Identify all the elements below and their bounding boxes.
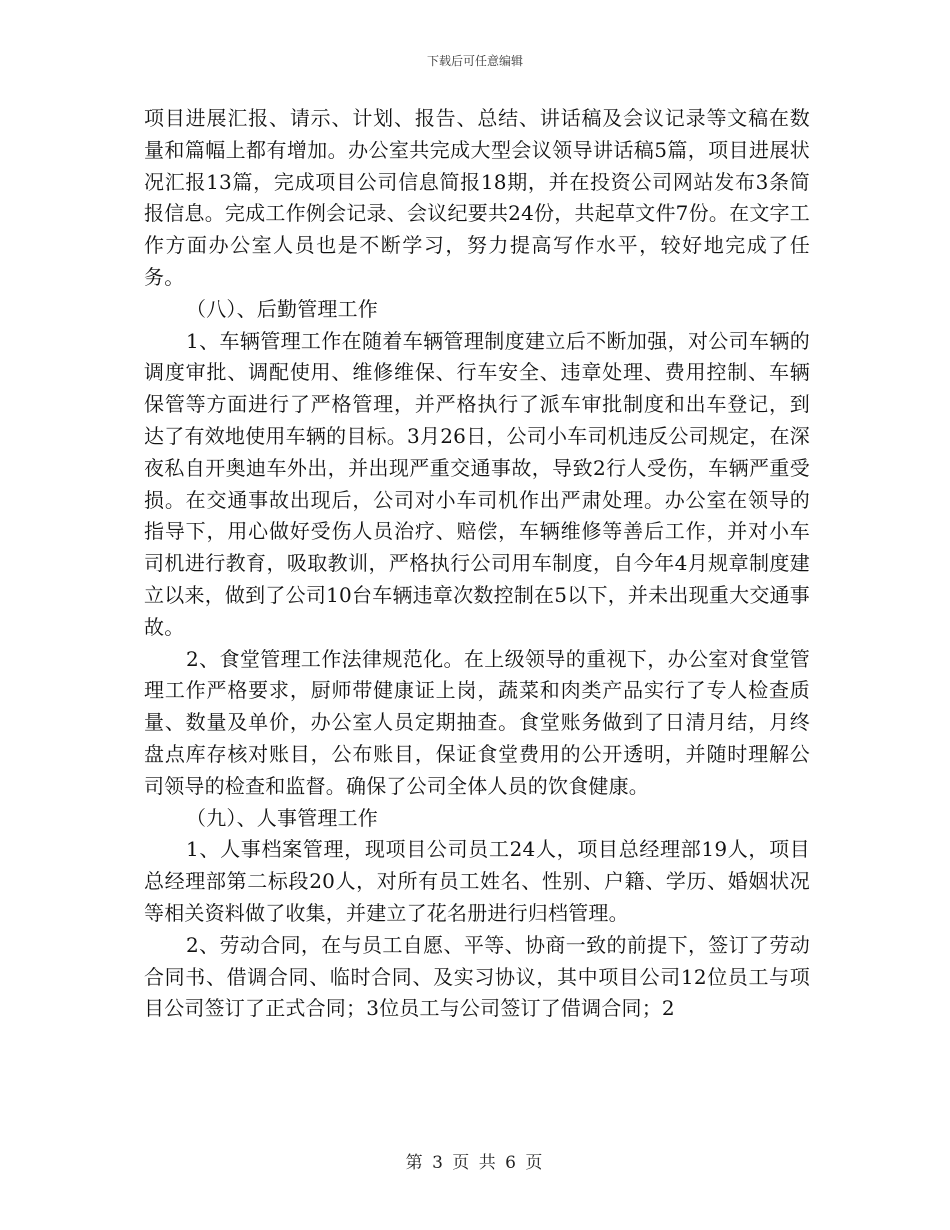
- page-header-note: 下载后可任意编辑: [426, 54, 523, 68]
- paragraph-labor-contracts: 2、劳动合同，在与员工自愿、平等、协商一致的前提下，签订了劳动合同书、借调合同、临时合同、及实习协议，其中项目公司12位员工与项目公司签订了正式合同；3位员工与公司签订了借调合同；2: [144, 932, 810, 1021]
- paragraph-vehicle-management: 1、车辆管理工作在随着车辆管理制度建立后不断加强，对公司车辆的调度审批、调配使用、维修维保、行车安全、违章处理、费用控制、车辆保管等方面进行了严格管理，并严格执行了派车审批制度和出车登记，到达了有效地使用车辆的目标。3月26日，公司小车司机违反公司规定，在深夜私自开奥迪车外出，并出现严重交通事故，导致2行人受伤，车辆严重受损。在交通事故出现后，公司对小车司机作出严肃处理。办公室在领导的指导下，用心做好受伤人员治疗、赔偿，车辆维修等善后工作，并对小车司机进行教育，吸取教训，严格执行公司用车制度，自今年4月规章制度建立以来，做到了公司10台车辆违章次数控制在5以下，并未出现重大交通事故。: [144, 328, 810, 639]
- paragraph-personnel-files: 1、人事档案管理，现项目公司员工24人，项目总经理部19人，项目总经理部第二标段20人，对所有员工姓名、性别、户籍、学历、婚姻状况等相关资料做了收集，并建立了花名册进行归档管理。: [144, 837, 810, 925]
- document-body: [144, 103, 810, 1025]
- paragraph-canteen-management: 2、食堂管理工作法律规范化。在上级领导的重视下，办公室对食堂管理工作严格要求，厨师带健康证上岗，蔬菜和肉类产品实行了专人检查质量、数量及单价，办公室人员定期抽查。食堂账务做到了日清月结，月终盘点库存核对账目，公布账目，保证食堂费用的公开透明，并随时理解公司领导的检查和监督。确保了公司全体人员的饮食健康。: [144, 646, 810, 798]
- page-footer-number: 第 3 页 共 6 页: [405, 1153, 545, 1173]
- section-heading-personnel: （九）、人事管理工作: [186, 805, 378, 830]
- paragraph-continued-text: 项目进展汇报、请示、计划、报告、总结、讲话稿及会议记录等文稿在数量和篇幅上都有增加。办公室共完成大型会议领导讲话稿5篇，项目进展状况汇报13篇，完成项目公司信息简报18期，并在投资公司网站发布3条简报信息。完成工作例会记录、会议纪要共24份，共起草文件7份。在文字工作方面办公室人员也是不断学习，努力提高写作水平，较好地完成了任务。: [144, 106, 810, 289]
- section-heading-logistics: （八）、后勤管理工作: [186, 296, 378, 321]
